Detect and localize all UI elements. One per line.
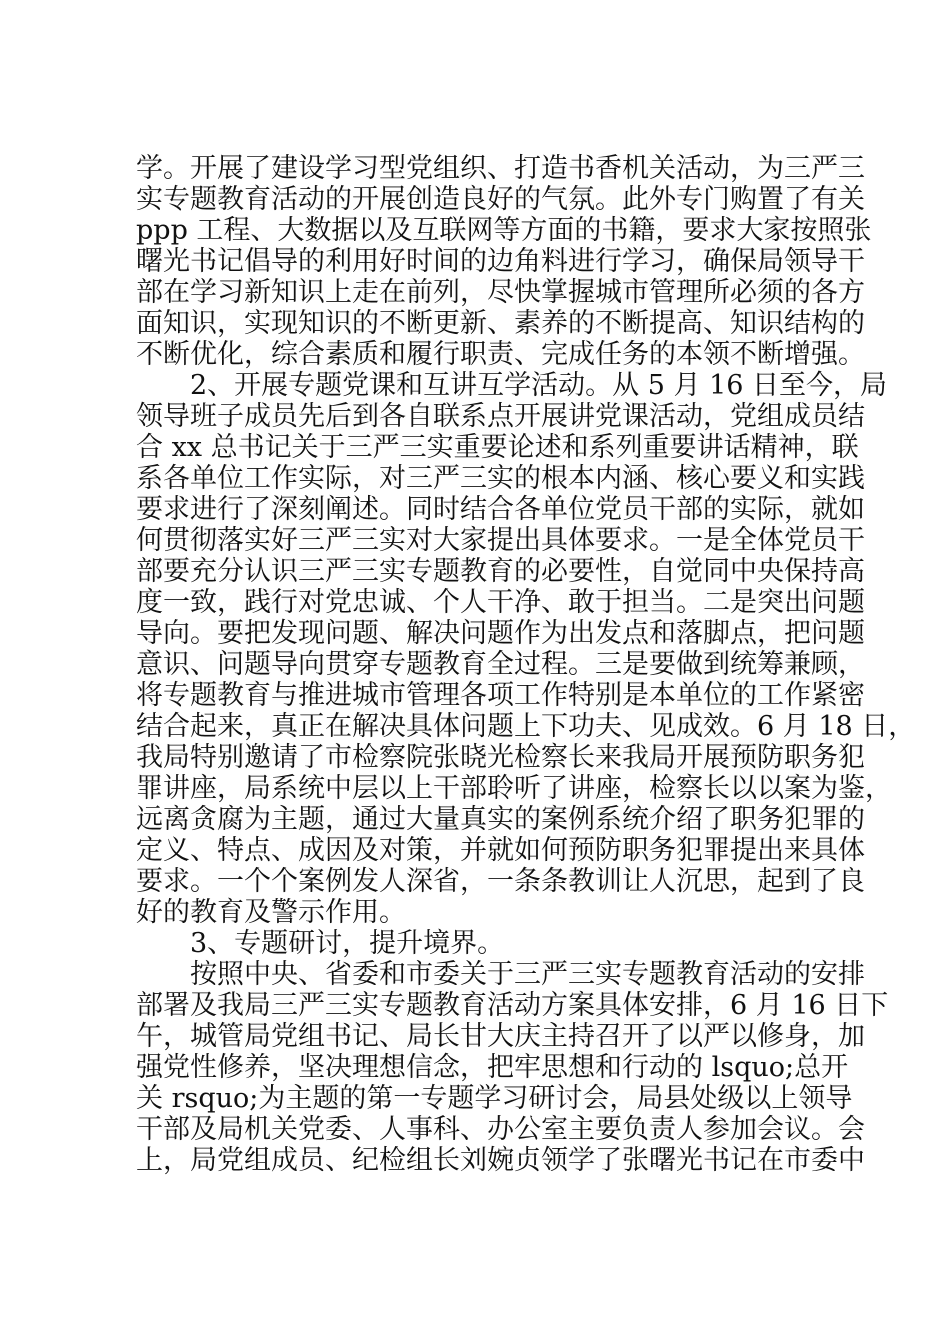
text-line: 定义、特点、成因及对策，并就如何预防职务犯罪提出来具体 — [136, 835, 865, 866]
text-line: 结合起来，真正在解决具体问题上下功夫、见成效。6 月 18 日， — [136, 711, 916, 742]
text-line: 部要充分认识三严三实专题教育的必要性，自觉同中央保持高 — [136, 556, 865, 587]
paragraph-2-heading-line: 2、开展专题党课和互讲互学活动。从 5 月 16 日至今，局 — [136, 370, 888, 401]
text-line: 何贯彻落实好三严三实对大家提出具体要求。一是全体党员干 — [136, 525, 865, 556]
text-line: 实专题教育活动的开展创造良好的气氛。此外专门购置了有关 — [136, 184, 865, 215]
text-line: 强党性修养，坚决理想信念，把牢思想和行动的 lsquo;总开 — [136, 1052, 849, 1083]
text-line: 部署及我局三严三实专题教育活动方案具体安排，6 月 16 日下 — [136, 990, 889, 1021]
text-line: 面知识，实现知识的不断更新、素养的不断提高、知识结构的 — [136, 308, 865, 339]
text-line: 度一致，践行对党忠诚、个人干净、敢于担当。二是突出问题 — [136, 587, 865, 618]
text-line: 意识、问题导向贯穿专题教育全过程。三是要做到统筹兼顾， — [136, 649, 865, 680]
text-line: 我局特别邀请了市检察院张晓光检察长来我局开展预防职务犯 — [136, 742, 865, 773]
text-line: 午，城管局党组书记、局长甘大庆主持召开了以严以修身，加 — [136, 1021, 865, 1052]
text-line: ppp 工程、大数据以及互联网等方面的书籍，要求大家按照张 — [136, 215, 872, 246]
text-line: 好的教育及警示作用。 — [136, 897, 406, 928]
paragraph-3-start-line: 按照中央、省委和市委关于三严三实专题教育活动的安排 — [136, 959, 865, 990]
text-line: 系各单位工作实际，对三严三实的根本内涵、核心要义和实践 — [136, 463, 865, 494]
text-line: 学。开展了建设学习型党组织、打造书香机关活动，为三严三 — [136, 153, 865, 184]
text-line: 上，局党组成员、纪检组长刘婉贞领学了张曙光书记在市委中 — [136, 1145, 865, 1176]
text-line: 部在学习新知识上走在前列，尽快掌握城市管理所必须的各方 — [136, 277, 865, 308]
section-3-heading: 3、专题研讨，提升境界。 — [136, 928, 505, 959]
text-line: 要求进行了深刻阐述。同时结合各单位党员干部的实际，就如 — [136, 494, 865, 525]
text-line: 导向。要把发现问题、解决问题作为出发点和落脚点，把问题 — [136, 618, 865, 649]
text-line: 合 xx 总书记关于三严三实重要论述和系列重要讲话精神，联 — [136, 432, 859, 463]
text-line: 干部及局机关党委、人事科、办公室主要负责人参加会议。会 — [136, 1114, 865, 1145]
text-line: 将专题教育与推进城市管理各项工作特别是本单位的工作紧密 — [136, 680, 865, 711]
text-line: 关 rsquo;为主题的第一专题学习研讨会，局县处级以上领导 — [136, 1083, 853, 1114]
text-line: 不断优化，综合素质和履行职责、完成任务的本领不断增强。 — [136, 339, 865, 370]
text-line: 曙光书记倡导的利用好时间的边角料进行学习，确保局领导干 — [136, 246, 865, 277]
text-line: 罪讲座，局系统中层以上干部聆听了讲座，检察长以以案为鉴， — [136, 773, 892, 804]
text-line: 领导班子成员先后到各自联系点开展讲党课活动，党组成员结 — [136, 401, 865, 432]
text-line: 要求。一个个案例发人深省，一条条教训让人沉思，起到了良 — [136, 866, 865, 897]
document-body — [136, 153, 916, 1176]
text-line: 远离贪腐为主题，通过大量真实的案例系统介绍了职务犯罪的 — [136, 804, 865, 835]
